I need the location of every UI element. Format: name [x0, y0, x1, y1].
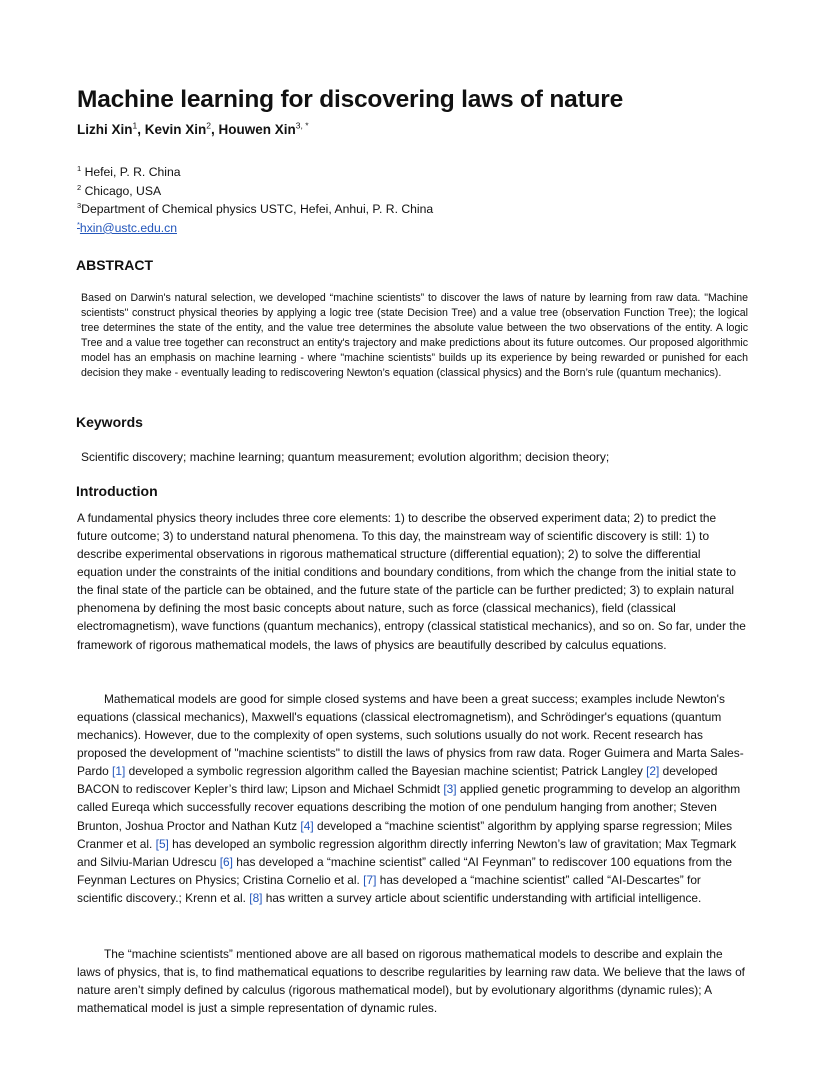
- author-name: Houwen Xin: [218, 122, 296, 137]
- affiliation-line: [77, 200, 433, 219]
- citation-link[interactable]: [3]: [443, 782, 457, 797]
- introduction-heading: Introduction: [76, 483, 158, 499]
- paper-title: Machine learning for discovering laws of nature: [77, 86, 624, 113]
- keywords-text: Scientific discovery; machine learning; quantum measurement; evolution algorithm; decision theory;: [81, 450, 610, 464]
- author-separator: ,: [137, 122, 145, 137]
- paragraph-text: developed a symbolic regression algorithm called the Bayesian machine scientist; Patrick Langley: [125, 764, 647, 779]
- email-line: [77, 219, 433, 238]
- email-link[interactable]: hxin@ustc.edu.cn: [79, 220, 177, 235]
- introduction-paragraph-2: [77, 690, 749, 907]
- abstract-heading: ABSTRACT: [76, 257, 153, 273]
- author-affiliation-marker: 1: [132, 120, 138, 131]
- author-name: Kevin Xin: [144, 122, 207, 137]
- citation-link[interactable]: [5]: [155, 836, 169, 851]
- paragraph-text: developed BACON to rediscover Kepler’s third law; Lipson and Michael Schmidt: [77, 764, 718, 797]
- introduction-paragraph-1: A fundamental physics theory includes three core elements: 1) to describe the observed experiment data; 2) to predict the future outcome; 3) to understand natural phenomena. To this day, the mainstream way of scientific discovery is still: 1) to describe experimental observations in rigorous mathematical structure (differential equation); 2) to solve the differential equation under the constraints of the initial conditions and boundary conditions, from which the change from the initial state to the final state of the particle can be obtained, and the future state of the particle can be further predicted; 3) to explain natural phenomena by defining the most basic concepts about nature, such as force (classical mechanics), field (classical electromagnetism), wave functions (quantum mechanics), entropy (classical statistical mechanics), and so on. So far, under the framework of rigorous mathematical models, the laws of physics are beautifully described by calculus equations.: [77, 511, 746, 652]
- author-affiliation-marker: 3, *: [295, 120, 309, 131]
- affiliation-line: [77, 163, 433, 182]
- abstract-text: Based on Darwin's natural selection, we developed “machine scientists” to discover the laws of nature by learning from raw data. "Machine scientists" construct physical theories by applying a logic tree (state Decision Tree) and a value tree (observation Function Tree); the logical tree determines the state of the entity, and the value tree determines the absolute value between the two observations of the entity. A logic Tree and a value tree together can reconstruct an entity's trajectory and make predictions about its future outcomes. Our proposed algorithmic model has an emphasis on machine learning - where "machine scientists” builds up its experience by being rewarded or punished for each decision they make - eventually leading to rediscovering Newton’s equation (classical physics) and the Born’s rule (quantum mechanics).: [81, 292, 748, 380]
- citation-link[interactable]: [6]: [219, 854, 233, 869]
- affiliation-text: Department of Chemical physics USTC, Hefei, Anhui, P. R. China: [81, 202, 434, 217]
- paragraph-text: has written a survey article about scientific understanding with artificial intelligence.: [262, 890, 702, 905]
- paragraph-text: has developed a “machine scientist” called “AI Feynman” to rediscover 100 equations from the Feynman Lectures on Physics; Cristina Cornelio et al.: [77, 854, 732, 887]
- affiliation-marker: 3: [77, 201, 82, 211]
- author-list: [77, 122, 309, 137]
- affiliation-marker: 2: [77, 182, 82, 192]
- citation-link[interactable]: [2]: [646, 764, 660, 779]
- paragraph-text: has developed an symbolic regression algorithm directly inferring Newton’s law of gravitation; Max Tegmark and Silviu-Marian Udrescu: [77, 836, 737, 869]
- affiliation-list: [77, 163, 433, 237]
- citation-link[interactable]: [4]: [300, 818, 314, 833]
- affiliation-line: [77, 182, 433, 201]
- introduction-paragraph-3: The “machine scientists” mentioned above are all based on rigorous mathematical models to describe and explain the laws of physics, that is, to find mathematical equations to describe regularities by learning raw data. We believe that the laws of nature aren’t simply defined by calculus (rigorous mathematical model), but by evolutionary algorithms (dynamic rules); A mathematical model is just a simple representation of dynamic rules.: [77, 947, 745, 1016]
- author-name: Lizhi Xin: [77, 122, 133, 137]
- citation-link[interactable]: [7]: [363, 872, 377, 887]
- affiliation-text: Hefei, P. R. China: [84, 165, 181, 179]
- keywords-heading: Keywords: [76, 414, 143, 430]
- author-separator: ,: [211, 122, 219, 137]
- paragraph-text: developed a “machine scientist” algorithm by applying sparse regression; Miles Cranmer et al.: [77, 818, 733, 851]
- paragraph-text: has developed a “machine scientist” called “AI-Descartes” for scientific discovery.; Krenn et al.: [77, 872, 701, 905]
- affiliation-text: Chicago, USA: [84, 183, 162, 198]
- email-marker: *: [77, 219, 80, 229]
- paragraph-text: Mathematical models are good for simple closed systems and have been a great success; examples include Newton's equations (classical mechanics), Maxwell's equations (classical electromagnetism), and Schrödinger's equations (quantum mechanics). However, due to the complexity of open systems, such solutions usually do not work. Recent research has proposed the development of "machine scientists" to distill the laws of physics from raw data. Roger Guimera and Marta Sales-Pardo: [77, 692, 744, 779]
- citation-link[interactable]: [8]: [249, 890, 263, 905]
- author-affiliation-marker: 2: [206, 120, 211, 131]
- citation-link[interactable]: [1]: [112, 764, 126, 779]
- paragraph-text: applied genetic programming to develop an algorithm called Eureqa which successfully recover equations describing the motion of one pendulum hanging from another; Steven Brunton, Joshua Proctor and Nathan Kutz: [77, 782, 741, 833]
- affiliation-marker: 1: [77, 163, 82, 173]
